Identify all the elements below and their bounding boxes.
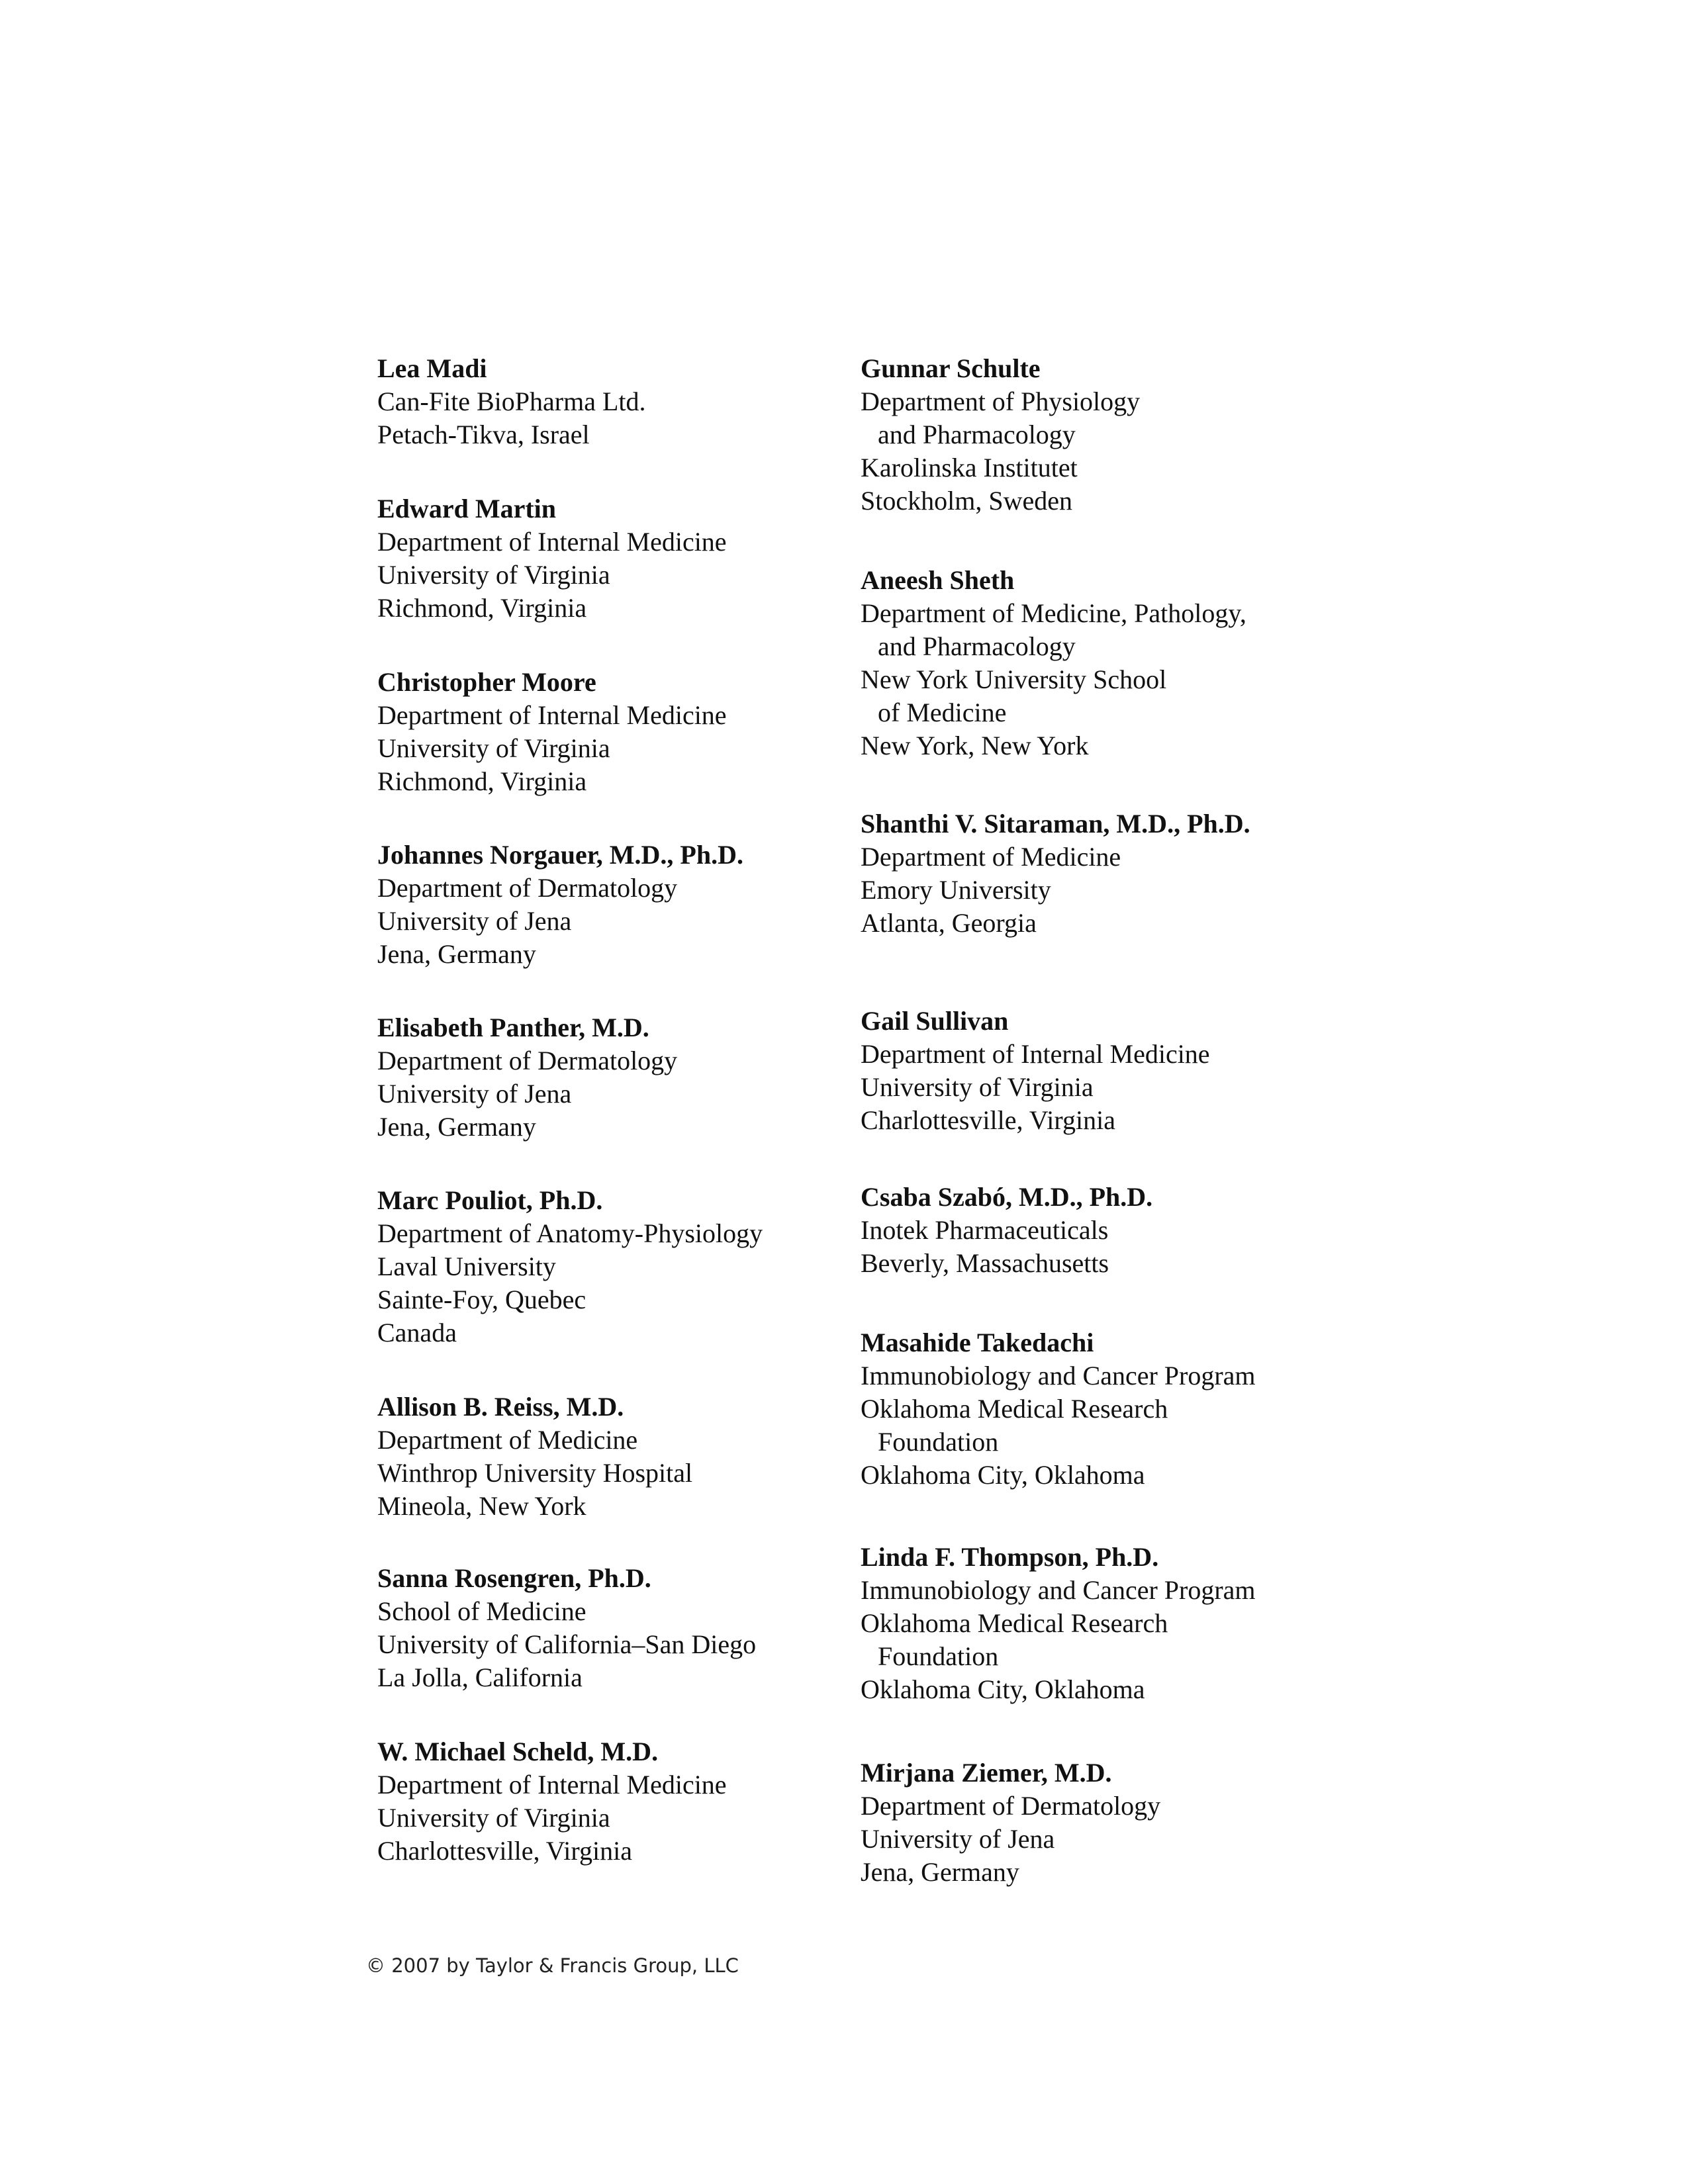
affiliation-line: Oklahoma City, Oklahoma (861, 1460, 1145, 1490)
affiliation-line: Department of Medicine (377, 1425, 638, 1455)
contributor-name: Gail Sullivan (861, 1006, 1009, 1036)
contributor-entry (377, 1390, 841, 1523)
affiliation-line: University of Virginia (377, 560, 610, 590)
affiliation-line: Department of Dermatology (861, 1791, 1161, 1821)
affiliation-line: University of Virginia (861, 1072, 1094, 1102)
contributor-entry (377, 1735, 841, 1868)
affiliation-line: Stockholm, Sweden (861, 486, 1072, 516)
contributor-entry (377, 1184, 841, 1349)
contributor-entry (861, 1181, 1364, 1280)
affiliation-line: University of Jena (861, 1824, 1055, 1854)
copyright-notice: © 2007 by Taylor & Francis Group, LLC (366, 1954, 739, 1977)
contributor-name: Sanna Rosengren, Ph.D. (377, 1563, 651, 1593)
affiliation-line: Immunobiology and Cancer Program (861, 1575, 1256, 1605)
contributor-entry (377, 1011, 841, 1144)
affiliation-line: University of Virginia (377, 733, 610, 763)
contributor-entry (377, 352, 841, 451)
affiliation-line: and Pharmacology (878, 420, 1076, 449)
contributor-name: Aneesh Sheth (861, 565, 1015, 595)
contributor-entry (861, 807, 1364, 940)
affiliation-line: School of Medicine (377, 1596, 586, 1626)
affiliation-line: Richmond, Virginia (377, 593, 587, 623)
contributor-entry (861, 564, 1364, 762)
affiliation-line: Foundation (878, 1427, 999, 1457)
affiliation-line: Canada (377, 1318, 457, 1347)
affiliation-line: University of Jena (377, 1079, 572, 1109)
affiliation-line: Department of Internal Medicine (377, 527, 727, 557)
contributor-entry (377, 1562, 841, 1694)
affiliation-line: Oklahoma Medical Research (861, 1608, 1168, 1638)
contributor-entry (377, 839, 841, 971)
affiliation-line: Beverly, Massachusetts (861, 1248, 1109, 1278)
affiliation-line: New York, New York (861, 731, 1089, 760)
affiliation-line: Oklahoma Medical Research (861, 1394, 1168, 1424)
contributor-entry (861, 1756, 1364, 1889)
affiliation-line: Jena, Germany (377, 939, 536, 969)
contributor-name: Edward Martin (377, 494, 556, 523)
affiliation-line: Charlottesville, Virginia (377, 1836, 632, 1866)
affiliation-line: Laval University (377, 1251, 556, 1281)
affiliation-line: La Jolla, California (377, 1662, 583, 1692)
affiliation-line: Department of Medicine (861, 842, 1121, 872)
contributor-name: Johannes Norgauer, M.D., Ph.D. (377, 840, 743, 870)
contributor-name: Gunnar Schulte (861, 353, 1041, 383)
affiliation-line: Can-Fite BioPharma Ltd. (377, 387, 646, 416)
affiliation-line: University of Virginia (377, 1803, 610, 1833)
contributor-name: Mirjana Ziemer, M.D. (861, 1758, 1112, 1788)
affiliation-line: New York University School (861, 664, 1167, 694)
affiliation-line: University of Jena (377, 906, 572, 936)
affiliation-line: Sainte-Foy, Quebec (377, 1285, 586, 1314)
contributor-name: Masahide Takedachi (861, 1328, 1094, 1357)
affiliation-line: Department of Internal Medicine (377, 1770, 727, 1799)
contributor-name: Elisabeth Panther, M.D. (377, 1013, 649, 1042)
affiliation-line: Charlottesville, Virginia (861, 1105, 1115, 1135)
affiliation-line: Department of Dermatology (377, 873, 678, 903)
contributor-entry (861, 1326, 1364, 1492)
contributor-name: Lea Madi (377, 353, 487, 383)
affiliation-line: Oklahoma City, Oklahoma (861, 1674, 1145, 1704)
affiliation-line: of Medicine (878, 698, 1007, 727)
affiliation-line: Department of Internal Medicine (377, 700, 727, 730)
affiliation-line: Department of Medicine, Pathology, (861, 598, 1246, 628)
contributor-name: W. Michael Scheld, M.D. (377, 1737, 659, 1766)
affiliation-line: Inotek Pharmaceuticals (861, 1215, 1109, 1245)
affiliation-line: Department of Physiology (861, 387, 1141, 416)
affiliation-line: and Pharmacology (878, 631, 1076, 661)
contributor-entry (861, 1005, 1364, 1137)
contributor-name: Christopher Moore (377, 667, 596, 697)
affiliation-line: Jena, Germany (377, 1112, 536, 1142)
affiliation-line: University of California–San Diego (377, 1629, 757, 1659)
contributor-name: Csaba Szabó, M.D., Ph.D. (861, 1182, 1153, 1212)
affiliation-line: Richmond, Virginia (377, 766, 587, 796)
affiliation-line: Petach-Tikva, Israel (377, 420, 590, 449)
affiliation-line: Department of Internal Medicine (861, 1039, 1210, 1069)
affiliation-line: Karolinska Institutet (861, 453, 1078, 482)
affiliation-line: Jena, Germany (861, 1857, 1019, 1887)
contributor-entry (377, 492, 841, 625)
contributor-entry (861, 1541, 1364, 1706)
contributor-name: Linda F. Thompson, Ph.D. (861, 1542, 1159, 1572)
affiliation-line: Foundation (878, 1641, 999, 1671)
affiliation-line: Immunobiology and Cancer Program (861, 1361, 1256, 1390)
affiliation-line: Mineola, New York (377, 1491, 586, 1521)
contributor-name: Shanthi V. Sitaraman, M.D., Ph.D. (861, 809, 1250, 839)
affiliation-line: Atlanta, Georgia (861, 908, 1037, 938)
affiliation-line: Department of Anatomy-Physiology (377, 1218, 763, 1248)
contributor-name: Marc Pouliot, Ph.D. (377, 1185, 603, 1215)
contributor-name: Allison B. Reiss, M.D. (377, 1392, 624, 1422)
contributor-entry (861, 352, 1364, 518)
contributor-entry (377, 666, 841, 798)
affiliation-line: Emory University (861, 875, 1051, 905)
affiliation-line: Winthrop University Hospital (377, 1458, 693, 1488)
affiliation-line: Department of Dermatology (377, 1046, 678, 1075)
